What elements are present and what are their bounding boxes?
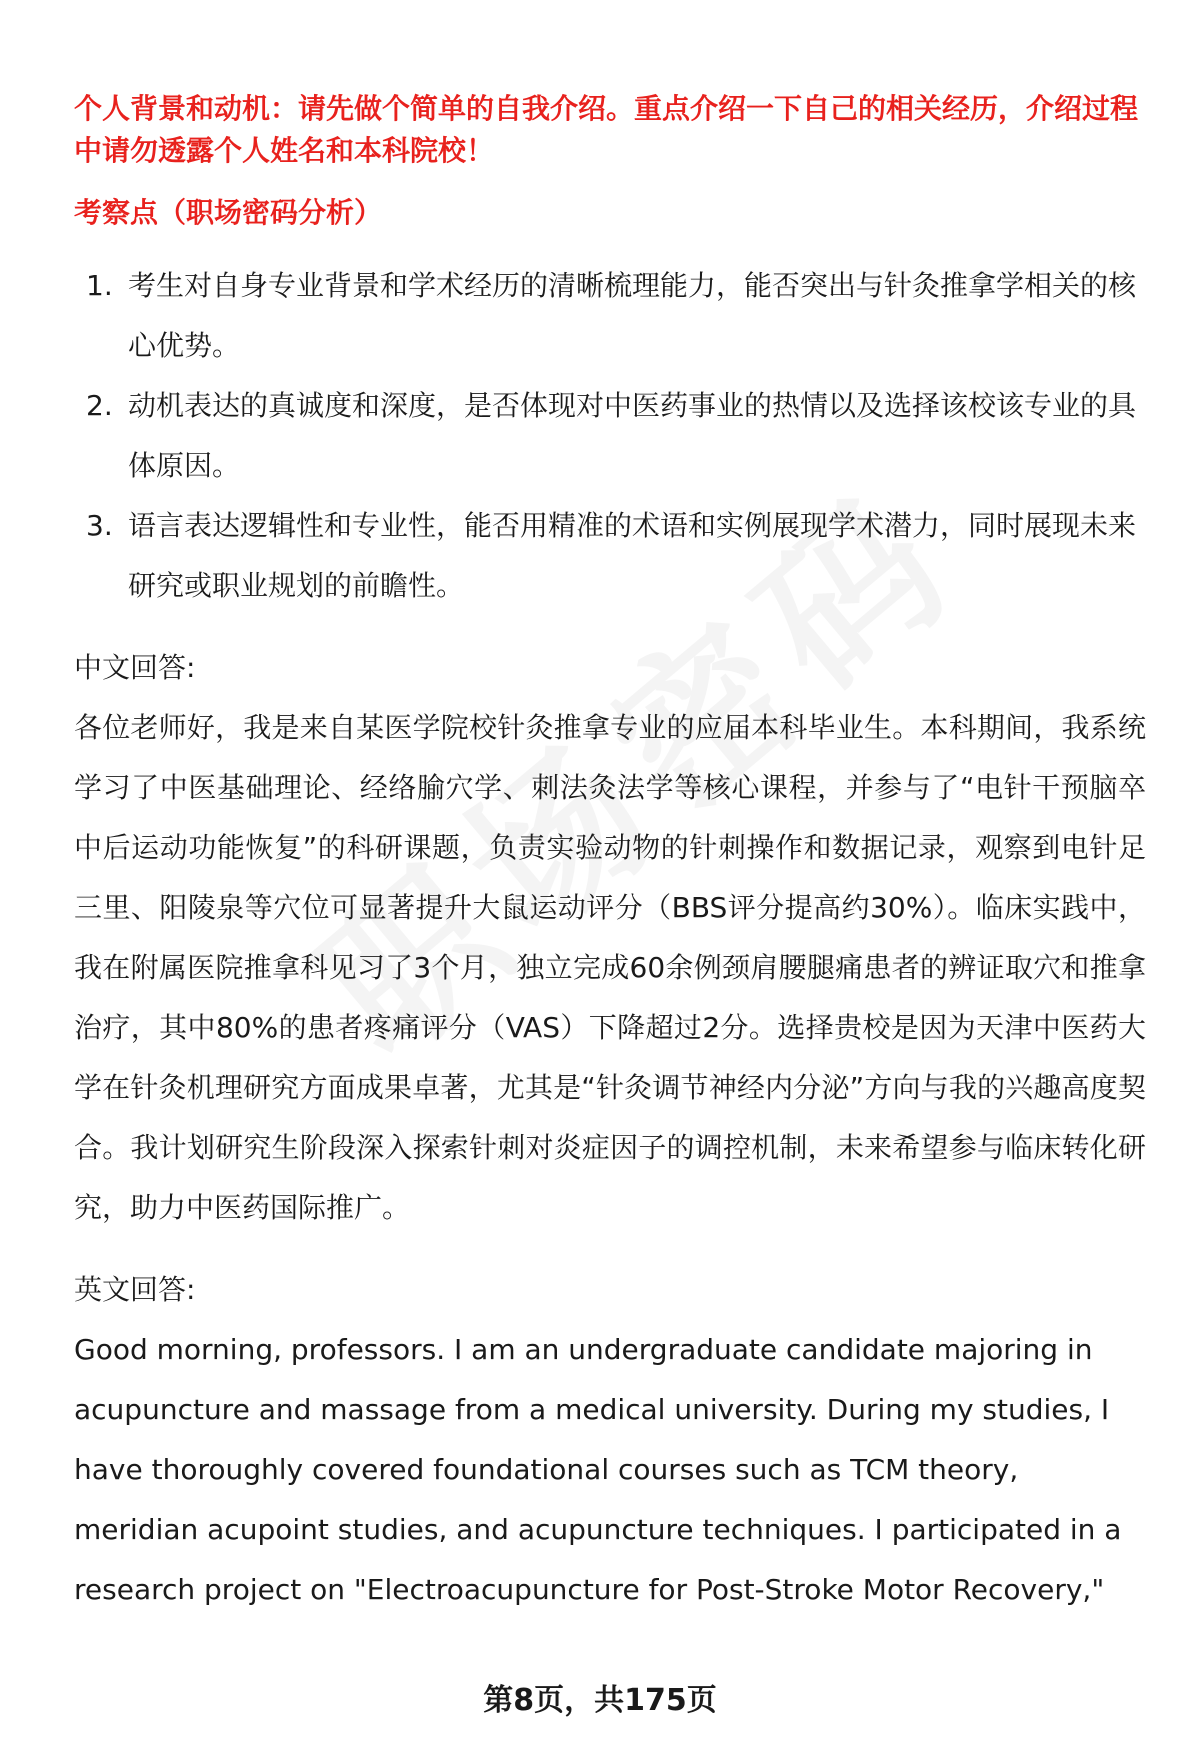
focus-title: 考察点（职场密码分析） xyxy=(74,196,383,229)
document-page xyxy=(74,88,1146,1620)
english-answer-label: 英文回答: xyxy=(74,1273,196,1306)
list-item xyxy=(74,376,1146,496)
page-number-footer: 第8页，共175页 xyxy=(483,1683,717,1718)
list-item-text: 考生对自身专业背景和学术经历的清晰梳理能力，能否突出与针灸推拿学相关的核心优势。 xyxy=(128,269,1137,362)
list-item-text: 动机表达的真诚度和深度，是否体现对中医药事业的热情以及选择该校该专业的具体原因。 xyxy=(128,389,1137,482)
list-item-number: 3. xyxy=(86,509,113,542)
chinese-answer-text: 各位老师好，我是来自某医学院校针灸推拿专业的应届本科毕业生。本科期间，我系统学习了中医基础理论、经络腧穴学、刺法灸法学等核心课程，并参与了“电针干预脑卒中后运动功能恢复”的科研课题，负责实验动物的针刺操作和数据记录，观察到电针足三里、阳陵泉等穴位可显著提升大鼠运动评分（BBS评分提高约30%）。临床实践中，我在附属医院推拿科见习了3个月，独立完成60余例颈肩腰腿痛患者的辨证取穴和推拿治疗，其中80%的患者疼痛评分（VAS）下降超过2分。选择贵校是因为天津中医药大学在针灸机理研究方面成果卓著，尤其是“针灸调节神经内分泌”方向与我的兴趣高度契合。我计划研究生阶段深入探索针刺对炎症因子的调控机制，未来希望参与临床转化研究，助力中医药国际推广。 xyxy=(74,711,1146,1224)
list-item-number: 1. xyxy=(86,269,113,302)
question-heading: 个人背景和动机：请先做个简单的自我介绍。重点介绍一下自己的相关经历，介绍过程中请勿透露个人姓名和本科院校！ xyxy=(74,92,1139,167)
list-item xyxy=(74,256,1146,376)
list-item-text: 语言表达逻辑性和专业性，能否用精准的术语和实例展现学术潜力，同时展现未来研究或职业规划的前瞻性。 xyxy=(128,509,1137,602)
list-item xyxy=(74,496,1146,616)
list-item-number: 2. xyxy=(86,389,113,422)
english-answer-text: Good morning, professors. I am an undergraduate candidate majoring in acupuncture and massage from a medical university. During my studies, I have thoroughly covered foundational courses such as TCM theory, meridian acupoint studies, and acupuncture techniques. I participated in a research project on "Electroacupuncture for Post-Stroke Motor Recovery," xyxy=(74,1333,1122,1606)
focus-points-list xyxy=(74,256,1146,616)
chinese-answer-label: 中文回答: xyxy=(74,651,196,684)
